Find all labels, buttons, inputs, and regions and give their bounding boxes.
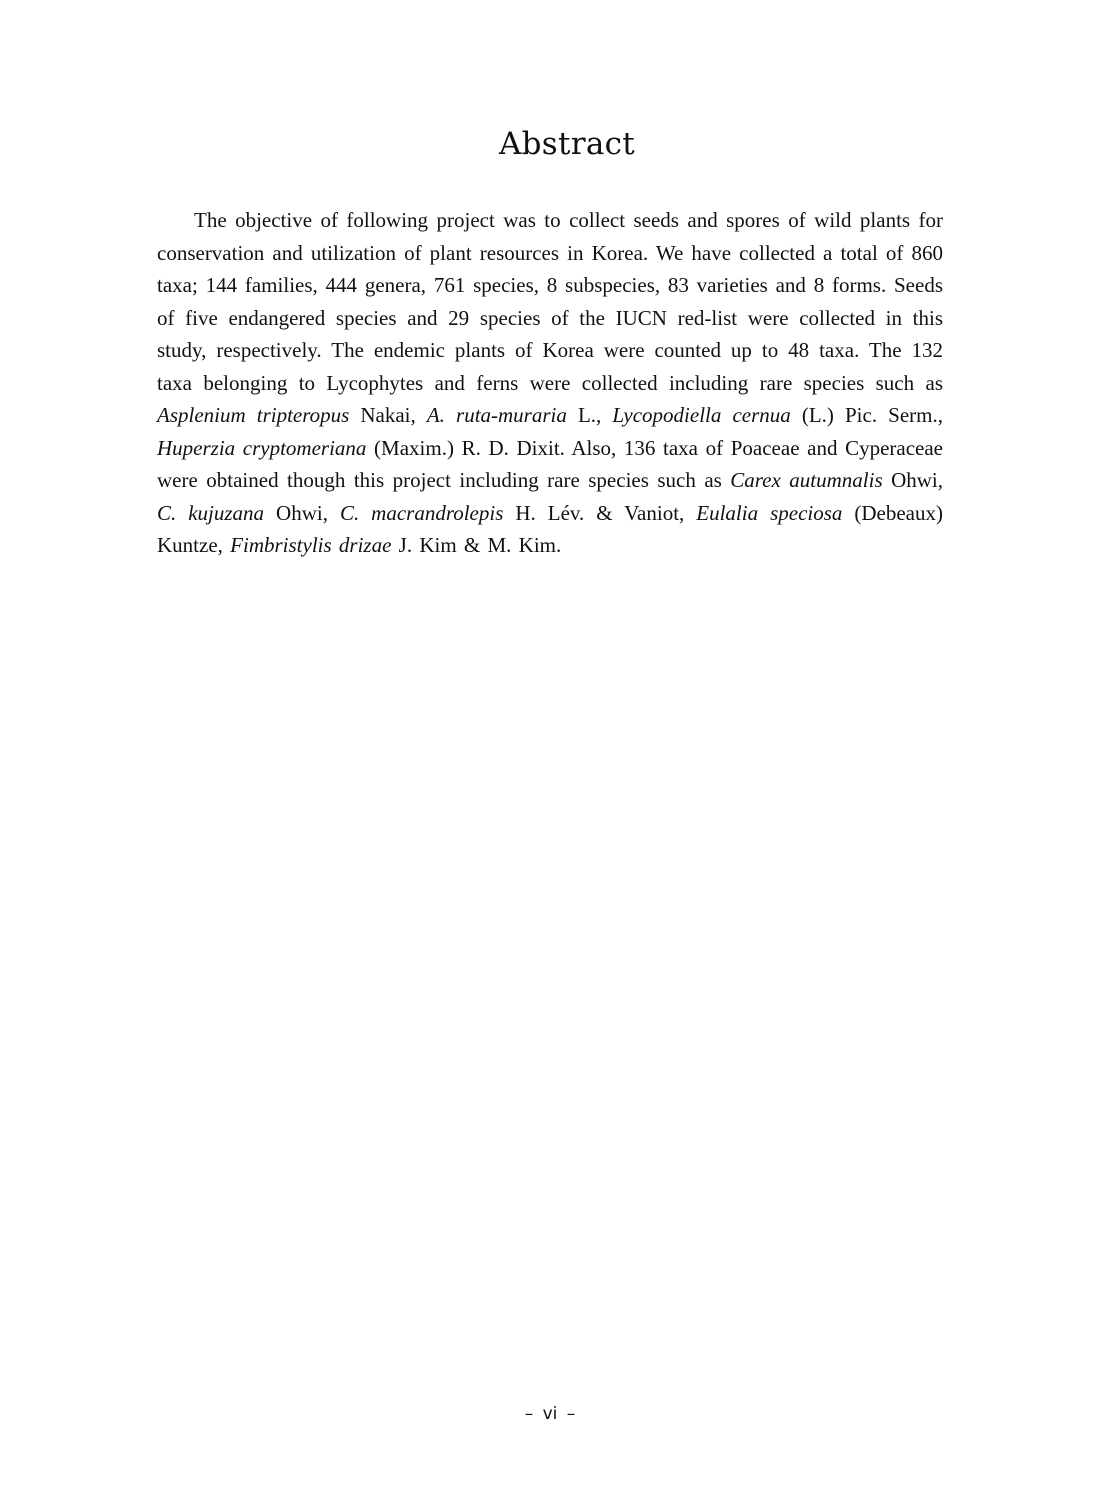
species-name-fimbristylis-drizae: Fimbristylis drizae <box>230 533 392 557</box>
abstract-text: Ohwi, <box>264 500 340 525</box>
page-title: Abstract <box>498 126 636 162</box>
species-name-eulalia-speciosa: Eulalia speciosa <box>696 500 843 525</box>
species-name-lycopodiella-cernua: Lycopodiella cernua <box>612 403 791 427</box>
abstract-text: (Debeaux) Kuntze, <box>157 500 943 557</box>
abstract-paragraph <box>157 204 943 562</box>
species-name-c-kujuzana: C. kujuzana <box>157 500 265 525</box>
species-name-c-macrandrolepis: C. macrandrolepis <box>339 500 504 525</box>
species-name-a-ruta-muraria: A. ruta-muraria <box>426 403 567 427</box>
abstract-text: Ohwi, <box>882 468 944 492</box>
abstract-text: (Maxim.) R. D. Dixit. Also, 136 taxa of Poaceae and Cyperaceae were obtained though this project including rare species such as <box>157 435 943 492</box>
page-number: – vi – <box>524 1404 576 1424</box>
abstract-text: The objective of following project was to collect seeds and spores of wild plants for conservation and utilization of plant resources in Korea. We have collected a total of 860 taxa; 144 families, 444 genera, 761 species, 8 subspecies, 83 varieties and 8 forms. Seeds of five endangered species and 29 species of the IUCN red-list were collected in this study, respectively. The endemic plants of Korea were counted up to 48 taxa. The 132 taxa belonging to Lycophytes and ferns were collected including rare species such as <box>157 208 943 395</box>
abstract-text: Nakai, <box>349 403 427 427</box>
abstract-text: (L.) Pic. Serm., <box>790 403 943 427</box>
abstract-text: J. Kim & M. Kim. <box>391 533 562 557</box>
species-name-asplenium-tripteropus: Asplenium tripteropus <box>157 403 350 427</box>
species-name-carex-autumnalis: Carex autumnalis <box>730 468 883 492</box>
abstract-text: H. Lév. & Vaniot, <box>503 500 697 525</box>
abstract-text: L., <box>566 403 613 427</box>
species-name-huperzia-cryptomeriana: Huperzia cryptomeriana <box>157 435 367 460</box>
